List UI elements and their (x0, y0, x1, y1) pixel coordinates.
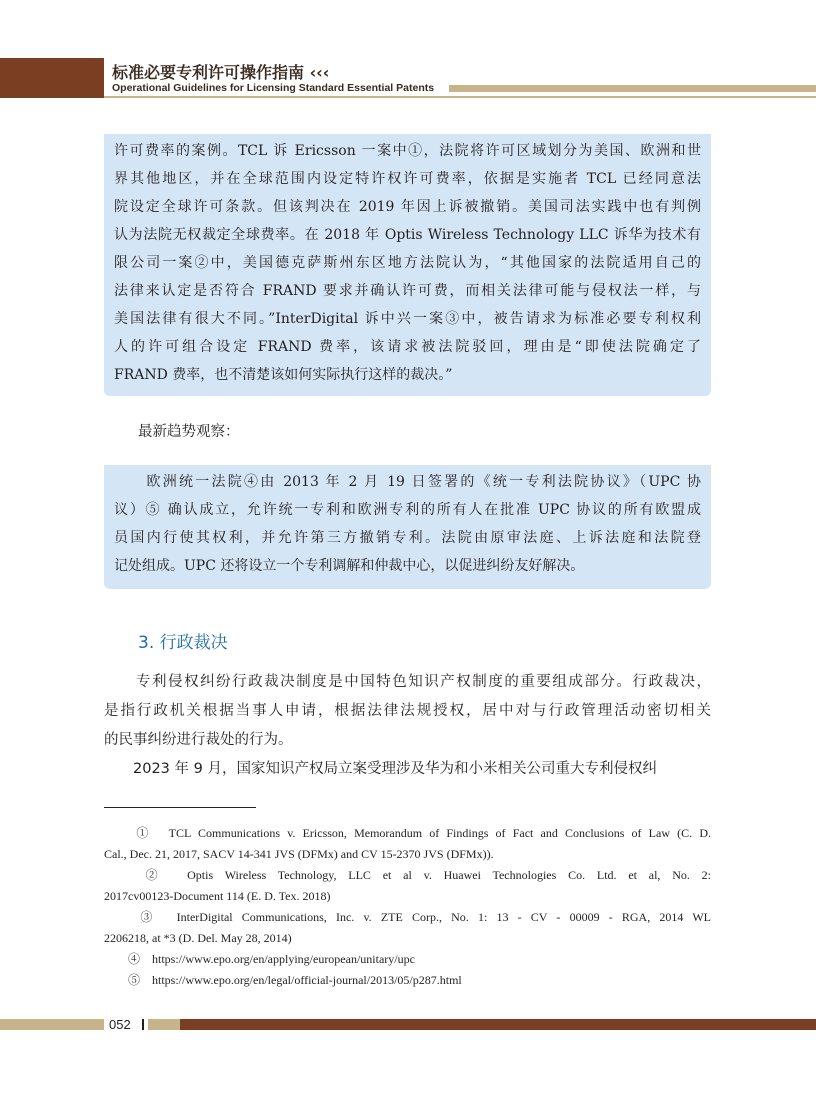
footnote-line: ③ InterDigital Communications, Inc. v. ZTE Corp., No. 1: 13 - CV - 00009 - RGA, 2014 WL (104, 910, 711, 924)
body-line: 的民事纠纷进行裁处的行为。 (104, 732, 293, 748)
case-box-line: 院设定全球许可条款。但该判决在 2019 年因上诉被撤销。美国司法实践中也有判例 (114, 199, 701, 215)
trend-box-line: 议）⑤ 确认成立，允许统一专利和欧洲专利的所有人在批准 UPC 协议的所有欧盟成 (114, 502, 701, 518)
page-number: 052 (109, 1017, 131, 1032)
footnote-line: ② Optis Wireless Technology, LLC et al v. Huawei Technologies Co. Ltd. et al, No. 2: (104, 868, 711, 882)
case-box-line: 认为法院无权裁定全球费率。在 2018 年 Optis Wireless Technology LLC 诉华为技术有 (114, 227, 701, 243)
footer-bar-mid (148, 1019, 180, 1030)
running-header-subtitle: Operational Guidelines for Licensing Standard Essential Patents (112, 82, 435, 94)
footnote-line: ① TCL Communications v. Ericsson, Memorandum of Findings of Fact and Conclusions of Law (C. D. (104, 826, 711, 840)
footnotes (104, 823, 711, 991)
header-rule (104, 96, 816, 98)
footnote-line: Cal., Dec. 21, 2017, SACV 14-341 JVS (DFMx) and CV 15-2370 JVS (DFMx)). (104, 847, 494, 861)
trend-box-line: 员国内行使其权利，并允许第三方撤销专利。法院由原审法庭、上诉法庭和法院登 (114, 530, 701, 546)
footer-bar-left (0, 1019, 104, 1030)
body-text (104, 668, 711, 784)
case-box-line: 许可费率的案例。TCL 诉 Ericsson 一案中①，法院将许可区域划分为美国、欧洲和世 (114, 143, 701, 159)
body-line: 是指行政机关根据当事人申请，根据法律法规授权，居中对与行政管理活动密切相关 (104, 703, 711, 719)
case-box-line: 法律来认定是否符合 FRAND 要求并确认许可费，而相关法律可能与侵权法一样，与 (114, 283, 701, 299)
footer-divider (142, 1019, 144, 1030)
header-accent-bar (449, 85, 816, 92)
footnote-line: 2206218, at *3 (D. Del. May 28, 2014) (104, 931, 292, 945)
footnote-line: ⑤ https://www.epo.org/en/legal/official-journal/2013/05/p287.html (104, 973, 462, 987)
body-line: 2023 年 9 月，国家知识产权局立案受理涉及华为和小米相关公司重大专利侵权纠 (104, 761, 657, 777)
trend-highlight-box (104, 465, 711, 589)
running-header-title: 标准必要专利许可操作指南 ‹‹‹ (112, 63, 330, 82)
case-box-line: FRAND 费率，也不清楚该如何实际执行这样的裁决。” (114, 367, 453, 383)
case-box-line: 人的许可组合设定 FRAND 费率，该请求被法院驳回，理由是“即使法院确定了 (114, 339, 701, 355)
footer-bar-right (180, 1019, 816, 1030)
case-highlight-box (104, 134, 711, 396)
footnote-line: ④ https://www.epo.org/en/applying/european/unitary/upc (104, 952, 415, 966)
trend-box-line: 记处组成。UPC 还将设立一个专利调解和仲裁中心，以促进纠纷友好解决。 (114, 558, 585, 574)
section-heading: 3. 行政裁决 (138, 633, 228, 653)
header-color-block (0, 58, 104, 98)
trend-box-line: 欧洲统一法院④由 2013 年 2 月 19 日签署的《统一专利法院协议》（UPC 协 (114, 474, 701, 490)
case-box-line: 美国法律有很大不同。”InterDigital 诉中兴一案③中，被告请求为标准必要专利权利 (114, 311, 701, 327)
footnote-line: 2017cv00123-Document 114 (E. D. Tex. 2018) (104, 889, 331, 903)
body-line: 专利侵权纠纷行政裁决制度是中国特色知识产权制度的重要组成部分。行政裁决， (104, 674, 711, 690)
case-box-line: 限公司一案②中，美国德克萨斯州东区地方法院认为，“其他国家的法院适用自己的 (114, 255, 701, 271)
footnote-separator (104, 807, 256, 808)
case-box-line: 界其他地区，并在全球范围内设定特许权许可费率，依据是实施者 TCL 已经同意法 (114, 171, 701, 187)
trend-heading: 最新趋势观察： (138, 424, 240, 440)
